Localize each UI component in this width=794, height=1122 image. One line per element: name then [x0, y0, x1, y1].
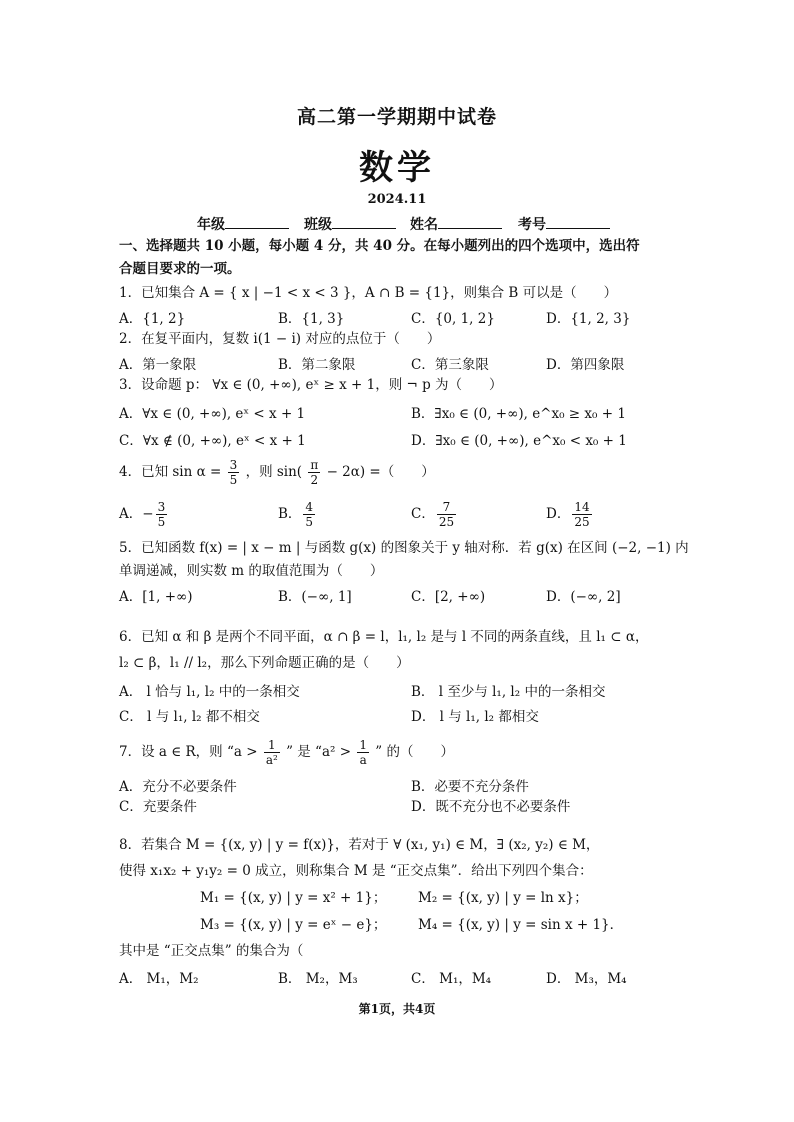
- q7-stem-post: ” 的（ ）: [375, 744, 454, 760]
- field-name: [410, 214, 502, 234]
- q4-option-c-num: 7: [437, 500, 456, 515]
- q7-option-c: C．充要条件: [119, 799, 197, 815]
- q4-stem-fraction: [228, 458, 240, 487]
- q4-option-b-num: 4: [305, 500, 314, 514]
- q4-option-c-fraction: [437, 500, 456, 529]
- field-id: [518, 214, 610, 234]
- q4-option-c: [411, 500, 458, 529]
- q5-option-c: C．[2, +∞): [411, 589, 486, 605]
- q5-stem-line2: 单调递减，则实数 m 的取值范围为（ ）: [119, 563, 384, 579]
- q4-option-a-num: 3: [157, 500, 166, 514]
- q4-option-a-den: 5: [157, 515, 166, 529]
- q4-option-d-fraction: [572, 500, 591, 529]
- field-class-label: 班级: [304, 217, 332, 233]
- q4-stem-pre: 4．已知 sin α =: [119, 464, 222, 480]
- exam-title: 高二第一学期期中试卷: [296, 106, 497, 128]
- q4-stem: [119, 458, 435, 487]
- q7-frac2-num: 1: [359, 738, 367, 752]
- q4-option-a-fraction: [156, 500, 168, 529]
- q4-option-b-label: B．: [278, 506, 302, 522]
- q1-option-b: B．{1, 3}: [278, 311, 345, 327]
- q4-stem-frac2-den: 2: [310, 473, 319, 487]
- q4-option-b-den: 5: [305, 515, 314, 529]
- q4-option-d-num: 14: [574, 500, 590, 514]
- q4-stem-fraction-2: [308, 458, 320, 487]
- q2-option-c: C．第三象限: [411, 357, 489, 373]
- field-id-label: 考号: [518, 217, 546, 233]
- q2-option-a: A．第一象限: [119, 357, 197, 373]
- q2-option-d: D．第四象限: [546, 357, 625, 373]
- q7-option-a: A．充分不必要条件: [119, 779, 237, 795]
- q7-stem-pre: 7．设 a ∈ R，则 “a >: [119, 744, 258, 760]
- field-class: [304, 214, 396, 234]
- q7-option-b: B．必要不充分条件: [411, 779, 529, 795]
- q8-stem-line2: 使得 x₁x₂ + y₁y₂ = 0 成立，则称集合 M 是 “正交点集”．给出下列四个集合：: [119, 863, 593, 879]
- field-class-blank: [332, 216, 396, 229]
- field-name-blank: [438, 216, 502, 229]
- q5-option-b: B．(−∞, 1]: [278, 589, 352, 605]
- q1-option-c: C．{0, 1, 2}: [411, 311, 495, 327]
- q3-option-a: A．∀x ∈ (0, +∞), eˣ < x + 1: [119, 406, 306, 422]
- q8-set-m2: M₂ = {(x, y) | y = ln x}；: [418, 890, 588, 906]
- q3-option-c: C．∀x ∉ (0, +∞), eˣ < x + 1: [119, 433, 306, 449]
- q8-set-m4: M₄ = {(x, y) | y = sin x + 1}．: [418, 917, 624, 933]
- q6-option-b: B． l 至少与 l₁, l₂ 中的一条相交: [411, 684, 606, 700]
- q2-option-b: B．第二象限: [278, 357, 356, 373]
- q4-option-d: [546, 500, 594, 529]
- q8-option-d: D． M₃，M₄: [546, 971, 627, 987]
- q8-option-b: B． M₂，M₃: [278, 971, 358, 987]
- section-heading-line2: 合题目要求的一项。: [119, 261, 241, 277]
- q5-option-d: D．(−∞, 2]: [546, 589, 621, 605]
- q3-option-b: B．∃x₀ ∈ (0, +∞), e^x₀ ≥ x₀ + 1: [411, 406, 626, 422]
- q6-stem-line1: 6．已知 α 和 β 是两个不同平面，α ∩ β = l，l₁, l₂ 是与 l 不同的两条直线，且 l₁ ⊂ α，: [119, 629, 649, 645]
- q8-set-m3: M₃ = {(x, y) | y = eˣ − e}；: [200, 917, 387, 933]
- q6-option-d: D． l 与 l₁, l₂ 都相交: [411, 709, 539, 725]
- q8-set-m1: M₁ = {(x, y) | y = x² + 1}；: [200, 890, 387, 906]
- field-name-label: 姓名: [410, 217, 438, 233]
- q4-option-c-label: C．: [411, 506, 435, 522]
- q4-option-d-label: D．: [546, 506, 571, 522]
- q6-option-c: C． l 与 l₁, l₂ 都不相交: [119, 709, 260, 725]
- q4-stem-post: − 2α) =（ ）: [326, 464, 435, 480]
- q1-option-a: A．{1, 2}: [119, 311, 186, 327]
- q7-stem: [119, 738, 454, 767]
- q4-stem-frac2-num: π: [310, 458, 319, 472]
- q4-option-a-label: A．−: [119, 506, 154, 522]
- q8-stem-line3: 其中是 “正交点集” 的集合为（: [119, 943, 304, 959]
- q3-option-d: D．∃x₀ ∈ (0, +∞), e^x₀ < x₀ + 1: [411, 433, 627, 449]
- q4-stem-frac-den: 5: [229, 473, 238, 487]
- q8-stem-line1: 8．若集合 M = {(x, y) | y = f(x)}，若对于 ∀ (x₁, y₁) ∈ M，∃ (x₂, y₂) ∈ M，: [119, 837, 600, 853]
- field-grade: [197, 214, 289, 234]
- q4-stem-mid: ，则 sin(: [245, 464, 303, 480]
- q7-frac1-den: a²: [265, 753, 278, 767]
- q1-stem: 1．已知集合 A = { x | −1 < x < 3 }，A ∩ B = {1}，则集合 B 可以是（ ）: [119, 285, 618, 301]
- q4-option-b: [278, 500, 317, 529]
- exam-date: 2024.11: [367, 192, 427, 207]
- q8-option-c: C． M₁，M₄: [411, 971, 492, 987]
- q7-stem-mid: ” 是 “a² >: [286, 744, 352, 760]
- page-footer: 第1页，共4页: [358, 1002, 436, 1016]
- q7-fraction-1: [264, 738, 280, 767]
- q7-frac2-den: a: [359, 753, 367, 767]
- q7-frac1-num: 1: [264, 738, 280, 753]
- q7-fraction-2: [357, 738, 369, 767]
- q5-option-a: A．[1, +∞): [119, 589, 193, 605]
- q2-stem: 2．在复平面内，复数 i(1 − i) 对应的点位于（ ）: [119, 331, 441, 347]
- field-grade-blank: [225, 216, 289, 229]
- section-heading-line1: 一、选择题共 10 小题，每小题 4 分，共 40 分。在每小题列出的四个选项中，选出符: [119, 238, 640, 254]
- field-grade-label: 年级: [197, 217, 225, 233]
- q5-stem-line1: 5．已知函数 f(x) = | x − m | 与函数 g(x) 的图象关于 y 轴对称．若 g(x) 在区间 (−2, −1) 内: [119, 540, 689, 556]
- q4-option-b-fraction: [303, 500, 315, 529]
- q6-stem-line2: l₂ ⊂ β，l₁ // l₂，那么下列命题正确的是（ ）: [119, 655, 410, 671]
- q4-option-a: [119, 500, 169, 529]
- subject-title: 数学: [359, 148, 435, 188]
- q4-stem-frac-num: 3: [229, 458, 238, 472]
- q8-option-a: A． M₁，M₂: [119, 971, 199, 987]
- field-id-blank: [546, 216, 610, 229]
- q4-option-c-den: 25: [438, 515, 455, 529]
- q6-option-a: A． l 恰与 l₁, l₂ 中的一条相交: [119, 684, 300, 700]
- q3-stem: 3．设命题 p： ∀x ∈ (0, +∞), eˣ ≥ x + 1，则 ¬ p 为（ ）: [119, 377, 503, 393]
- q7-option-d: D．既不充分也不必要条件: [411, 799, 571, 815]
- q4-option-d-den: 25: [574, 515, 590, 529]
- q1-option-d: D．{1, 2, 3}: [546, 311, 631, 327]
